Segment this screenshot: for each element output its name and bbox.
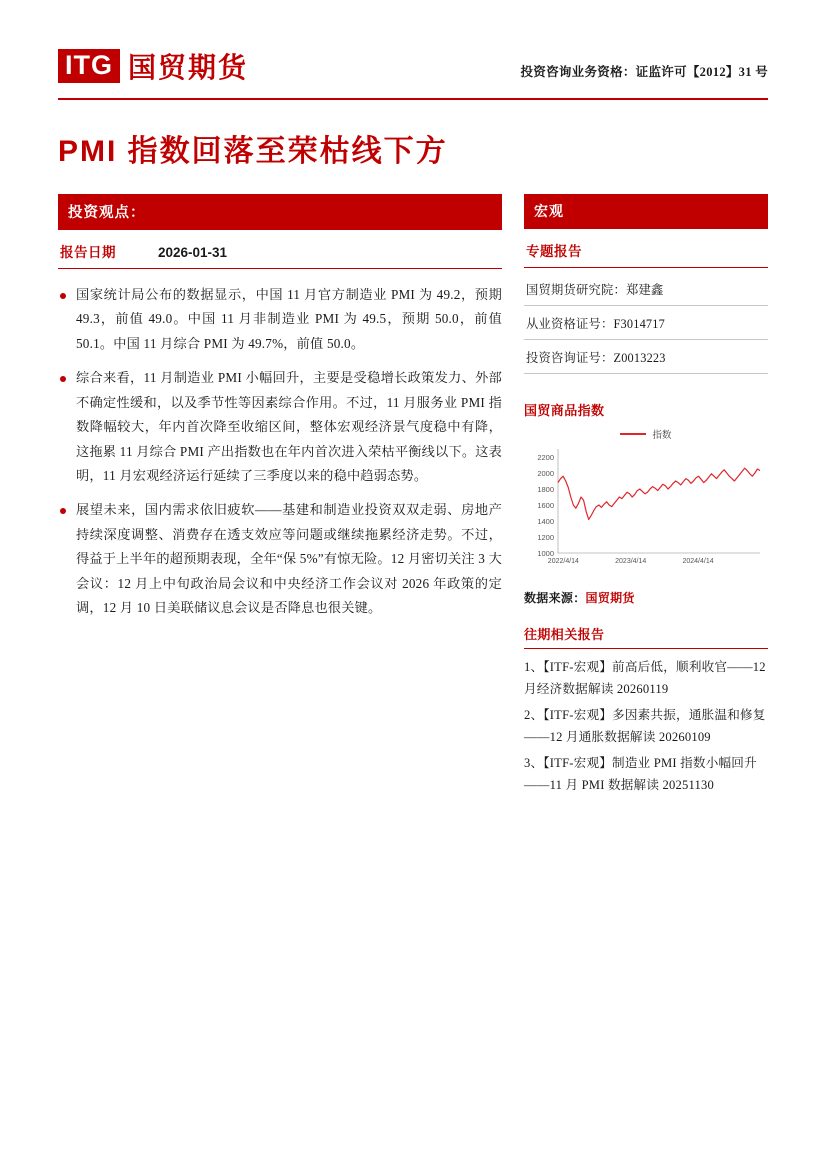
chart-title: 国贸商品指数 [524,403,605,418]
logo-text-company: 国贸期货 [128,52,249,83]
svg-text:1800: 1800 [537,485,554,494]
svg-text:2024/4/14: 2024/4/14 [682,558,714,565]
brand-logo [58,46,248,86]
chart-source-label: 数据来源： [524,591,586,605]
content-columns [58,194,768,800]
right-column [524,194,768,800]
list-item: 3、【ITF-宏观】制造业 PMI 指数小幅回升——11 月 PMI 数据解读 20251130 [524,756,757,793]
list-item: 从业资格证号：F3014717 [524,306,768,340]
list-item: 展望未来，国内需求依旧疲软——基建和制造业投资双双走弱、房地产持续深度调整、消费存在透支效应等问题或继续拖累经济走势。不过，得益于上半年的超预期表现，全年“保 5%”有惊无险。12 月密切关注 3 大会议：12 月上中旬政治局会议和中央经济工作会议对 2026 年政策的定调，12 月 10 日美联储议息会议是否降息也很关键。 [58,498,502,620]
chart-source [524,589,768,606]
report-date-row [58,230,502,269]
svg-text:2023/4/14: 2023/4/14 [615,558,647,565]
past-reports-list [524,656,768,796]
svg-text:1400: 1400 [537,517,554,526]
legend-swatch-index [620,433,646,435]
chart-source-value: 国贸期货 [585,591,635,605]
logo-mark-itg: ITG [58,49,120,82]
svg-text:1200: 1200 [537,533,554,542]
list-item: 投资咨询证号：Z0013223 [524,340,768,374]
report-type-label: 专题报告 [524,229,768,268]
investment-view-bar: 投资观点： [58,194,502,230]
page-header [58,46,768,86]
list-item: 国家统计局公布的数据显示，中国 11 月官方制造业 PMI 为 49.2，预期 49.3，前值 49.0。中国 11 月非制造业 PMI 为 49.5，预期 50.0，前值 50.1。中国 11 月综合 PMI 为 49.7%，前值 50.0。 [58,283,502,356]
svg-text:1600: 1600 [537,501,554,510]
report-date-value: 2026-01-31 [158,245,228,260]
investment-view-list [58,283,502,620]
svg-text:2200: 2200 [537,453,554,462]
chart-plot [524,443,768,571]
category-bar-macro: 宏观 [524,194,768,229]
analyst-info-list [524,272,768,374]
commodity-index-chart [524,427,768,577]
report-date-label: 报告日期 [60,245,116,260]
list-item: 综合来看，11 月制造业 PMI 小幅回升，主要是受稳增长政策发力、外部不确定性缓和，以及季节性等因素综合作用。不过，11 月服务业 PMI 指数降幅较大，年内首次降至收缩区间，整体宏观经济景气度稳中有降，这拖累 11 月综合 PMI 产出指数也在年内首次进入荣枯平衡线以下。这表明，11 月宏观经济运行延续了三季度以来的稳中趋弱态势。 [58,366,502,488]
chart-legend [524,427,768,441]
svg-text:1000: 1000 [537,549,554,558]
page-title: PMI 指数回落至荣枯线下方 [58,135,448,168]
left-column [58,194,502,630]
list-item: 国贸期货研究院：郑建鑫 [524,272,768,306]
past-reports-title: 往期相关报告 [524,624,768,649]
list-item: 2、【ITF-宏观】多因素共振，通胀温和修复——12 月通胀数据解读 20260109 [524,708,766,745]
legend-label-index: 指数 [652,431,672,441]
header-divider [58,98,768,100]
list-item: 1、【ITF-宏观】前高后低，顺利收官——12 月经济数据解读 20260119 [524,660,766,697]
qualification-text: 投资咨询业务资格：证监许可【2012】31 号 [520,65,768,79]
svg-text:2022/4/14: 2022/4/14 [547,558,579,565]
svg-text:2000: 2000 [537,469,554,478]
